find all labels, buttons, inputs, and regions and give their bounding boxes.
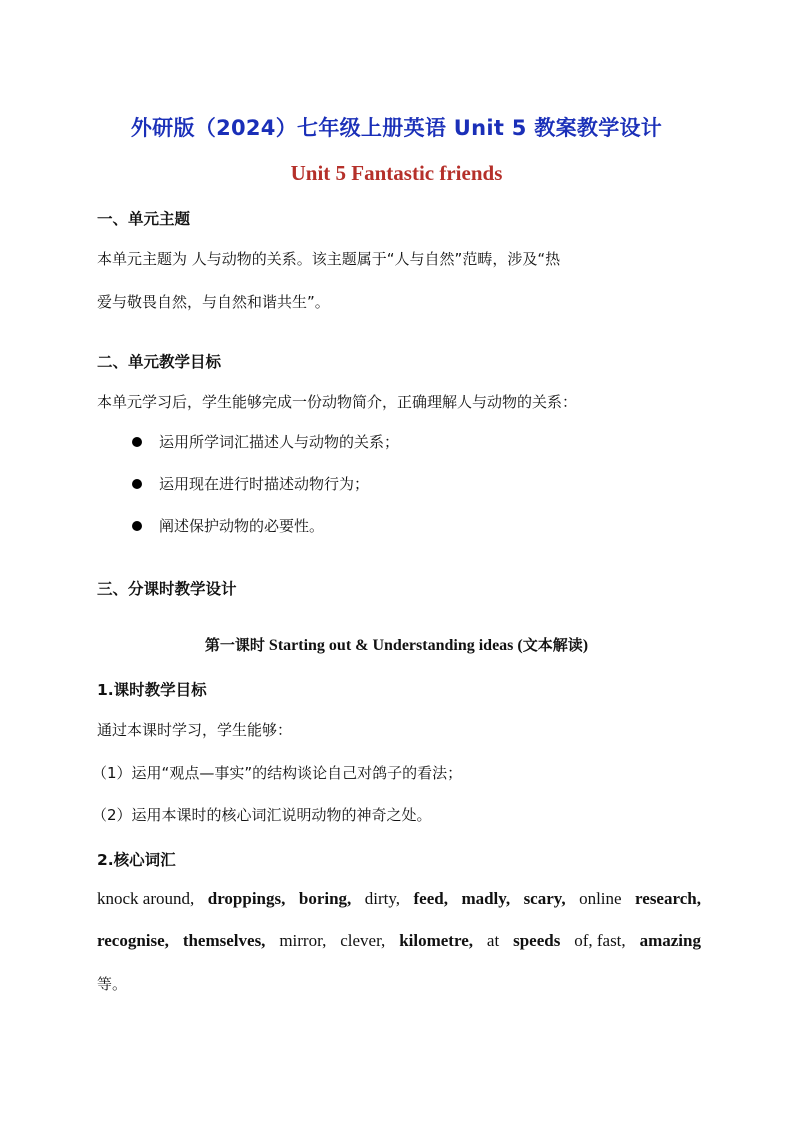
section-3-heading: 三、分课时教学设计 [97,580,237,598]
vocab-word: madly, [461,889,511,908]
lesson-prefix: 第一课时 [204,636,265,654]
objectives-heading: 1.课时教学目标 [97,681,207,699]
bullet-dot-icon [132,521,142,531]
objective-1: （1）运用“观点—事实”的结构谈论自己对鸽子的看法； [92,764,463,782]
bullet-text: 运用现在进行时描述动物行为； [159,475,370,493]
section-1-line-1: 本单元主题为 人与动物的关系。该主题属于“人与自然”范畴，涉及“热 [97,250,561,268]
vocab-word: amazing [639,931,701,950]
vocab-word: mirror, [279,931,327,950]
vocab-end: 等。 [97,975,128,993]
bullet-text: 运用所学词汇描述人与动物的关系； [159,433,400,451]
vocab-word: boring, [298,889,352,908]
section-2-heading: 二、单元教学目标 [97,353,222,371]
vocab-word: at [486,931,500,950]
list-item [97,474,399,516]
vocab-word: speeds [513,931,561,950]
vocab-line-1 [97,889,701,909]
vocab-word: kilometre, [399,931,474,950]
list-item [97,432,399,474]
lesson-english: Starting out & Understanding ideas ( [264,637,523,654]
list-item [97,516,399,558]
vocab-word: scary, [523,889,566,908]
vocab-word: themselves, [182,931,266,950]
vocab-word: online [579,889,622,908]
bullet-dot-icon [132,437,142,447]
unit-subtitle: Unit 5 Fantastic friends [290,161,503,185]
section-2-intro: 本单元学习后，学生能够完成一份动物简介，正确理解人与动物的关系： [97,393,578,411]
vocab-word: feed, [413,889,448,908]
vocab-word: recognise, [97,931,169,950]
lesson-suffix: ) [582,637,589,654]
objectives-intro: 通过本课时学习，学生能够： [97,721,293,739]
vocab-heading: 2.核心词汇 [97,851,176,869]
bullet-text: 阐述保护动物的必要性。 [159,517,325,535]
vocab-word: knock around, [97,889,195,908]
vocab-word: droppings, [207,889,286,908]
objective-2: （2）运用本课时的核心词汇说明动物的神奇之处。 [92,806,432,824]
vocab-word: clever, [340,931,386,950]
lesson-title [0,634,793,655]
vocab-word: dirty, [364,889,401,908]
goal-bullet-list [97,432,399,558]
vocab-word: of, fast, [574,931,626,950]
vocab-line-2 [97,931,701,951]
document-title: 外研版（2024）七年级上册英语 Unit 5 教案教学设计 [130,116,663,140]
section-1-line-2: 爱与敬畏自然，与自然和谐共生”。 [97,293,330,311]
lesson-chinese: 文本解读 [522,636,583,654]
bullet-dot-icon [132,479,142,489]
vocab-word: research, [635,889,701,908]
section-1-heading: 一、单元主题 [97,210,191,228]
